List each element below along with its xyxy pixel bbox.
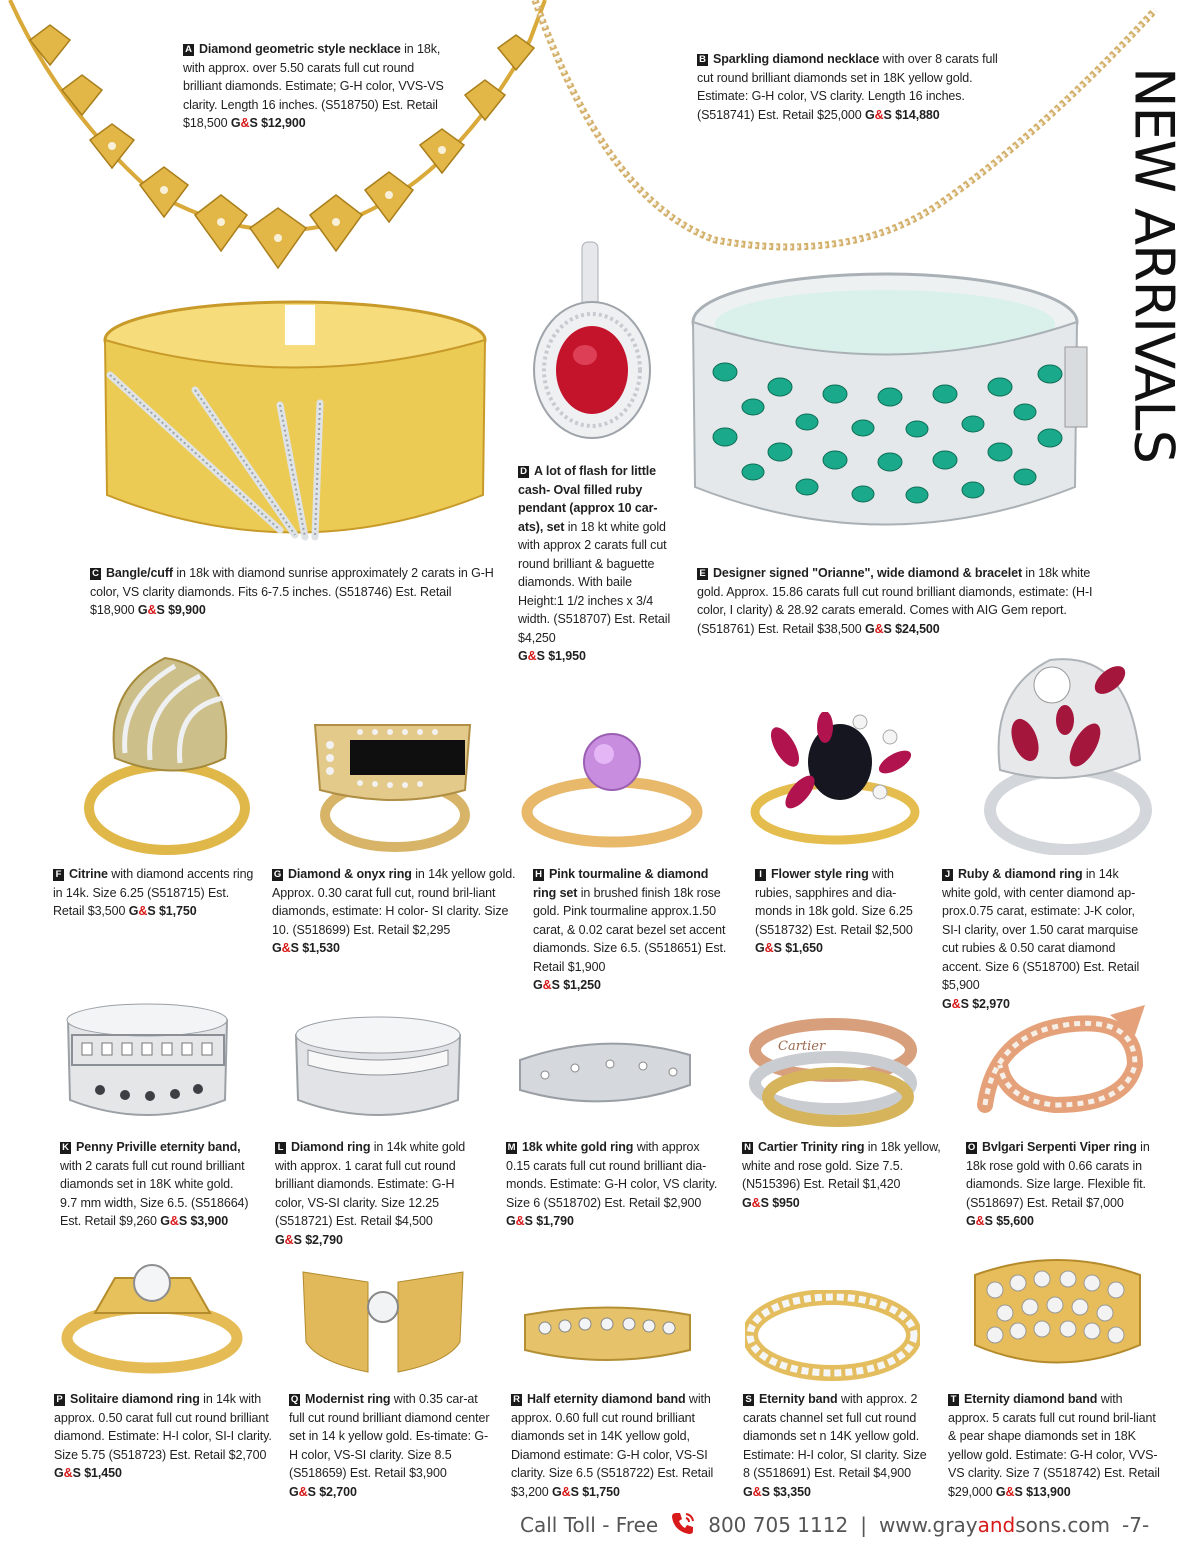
gs-price-label: G&S <box>755 941 782 955</box>
product-details: in 18k yellow, white and rose gold. Size 7.5. (N515396) Est. Retail $1,420 <box>742 1140 941 1191</box>
ring-s-image <box>745 1290 920 1385</box>
product-name: Designer signed "Orianne", wide diamond & bracelet <box>713 566 1023 580</box>
product-name: Half eternity diamond band <box>527 1392 686 1406</box>
pendant-d-image <box>530 240 660 445</box>
item-letter-badge: J <box>942 869 953 881</box>
product-price: $1,250 <box>563 978 601 992</box>
item-letter-badge: T <box>948 1394 959 1406</box>
ring-t-image <box>970 1245 1145 1380</box>
product-name: Diamond ring <box>291 1140 371 1154</box>
ring-k-image <box>60 995 235 1130</box>
product-details: with 2 carats full cut round brilliant diamonds set in 18K white gold. 9.7 mm width, Size 6.5. (S518664) Est. Retail $9,260 <box>60 1158 249 1228</box>
ring-f-image <box>75 648 260 858</box>
item-letter-badge: H <box>533 869 544 881</box>
product-name: Pink tourmaline & diamond ring set <box>533 867 709 900</box>
product-price: $12,900 <box>261 116 306 130</box>
product-details: with rubies, sapphires and dia-monds in 18k gold. Size 6.25 (S518732) Est. Retail $2,500 <box>755 867 913 937</box>
product-description-e <box>697 564 1097 638</box>
product-details: in 14k with approx. 0.50 carat full cut round brilliant diamond. Estimate: H-I color, SI-I clarity. Size 5.75 (S518723) Est. Retail $2,700 <box>54 1392 272 1462</box>
gs-price-label: G&S <box>160 1214 188 1228</box>
product-name: Flower style ring <box>771 867 869 881</box>
item-letter-badge: R <box>511 1394 522 1406</box>
gs-price-label: G&S <box>518 649 545 663</box>
gs-price-label: G&S <box>864 107 892 122</box>
product-details: with approx. 0.60 full cut round brilliant diamonds set in 14K yellow gold, Diamond estimate: G-H color, VS-SI clarity. Size 6.5 (S518722) Est. Retail $3,200 <box>511 1392 714 1499</box>
ring-p-image <box>60 1258 245 1378</box>
product-details: in 14k white gold, with center diamond ap-prox.0.75 carat, estimate: J-K color, SI-I clarity, over 1.50 carat marquise cut rubies & 0.50 carat diamond accent. Size 6 (S518700) Est. Retail $5,900 <box>942 867 1140 992</box>
product-description-g <box>272 865 522 958</box>
product-description-h <box>533 865 728 995</box>
product-description-n <box>742 1138 942 1212</box>
ring-l-image <box>288 1005 468 1130</box>
product-name: Modernist ring <box>305 1392 391 1406</box>
product-description-m <box>506 1138 726 1231</box>
necklace-b-image <box>525 0 1185 265</box>
website-link[interactable]: www.grayandsons.com <box>878 1513 1111 1537</box>
product-name: Solitaire diamond ring <box>70 1392 200 1406</box>
product-description-i <box>755 865 930 958</box>
gs-price-label: G&S <box>230 116 258 130</box>
product-details: in 18k white gold. Approx. 15.86 carats full cut round brilliant diamonds, estimate: (H-I color, I clarity) & 28.92 carats emerald. Comes with AIG Gem report. (S518761) Est. Retail $38,500 <box>697 566 1093 636</box>
gs-price-label: G&S <box>942 996 969 1011</box>
phone-icon[interactable] <box>670 1510 696 1541</box>
item-letter-badge: D <box>518 466 529 478</box>
product-description-a <box>183 40 453 133</box>
gs-price-label: G&S <box>533 978 560 992</box>
product-name: Bvlgari Serpenti Viper ring <box>982 1140 1137 1154</box>
product-description-o <box>966 1138 1151 1231</box>
product-price: $1,650 <box>785 941 823 955</box>
ring-q-image <box>298 1262 468 1377</box>
product-description-q <box>289 1390 494 1501</box>
product-price: $13,900 <box>1026 1484 1071 1499</box>
product-price: $1,530 <box>302 941 340 955</box>
product-description-f <box>53 865 258 921</box>
cartier-engraving: Cartier <box>778 1039 826 1054</box>
item-letter-badge: K <box>60 1142 71 1154</box>
product-price: $14,880 <box>895 107 940 122</box>
item-letter-badge: Q <box>290 1394 299 1405</box>
gs-price-label: G&S <box>272 941 299 955</box>
item-letter-badge: C <box>90 568 101 580</box>
product-details: in 14k white gold with approx. 1 carat full cut round brilliant diamonds. Estimate: G-H color, VS-SI clarity. Size 12.25 (S518721) Est. Retail $4,500 <box>275 1140 466 1228</box>
item-letter-badge: O <box>967 1142 976 1153</box>
item-letter-badge: I <box>755 869 766 881</box>
product-name: Diamond & onyx ring <box>288 867 412 881</box>
item-letter-badge: E <box>697 568 708 580</box>
gs-price-label: G&S <box>128 904 156 918</box>
product-name: Ruby & diamond ring <box>958 867 1083 881</box>
product-name: Sparkling diamond necklace <box>713 52 880 66</box>
product-description-c <box>90 564 495 620</box>
product-name: Eternity diamond band <box>964 1392 1098 1406</box>
product-details: with over 8 carats full cut round brilliant diamonds set in 18K yellow gold. Estimate: G-H color, VS clarity. Length 16 inches. (S518741) Est. Retail $25,000 <box>697 52 998 122</box>
product-price: $5,600 <box>996 1214 1034 1228</box>
product-price: $9,900 <box>168 603 206 617</box>
ring-i-image <box>745 712 925 847</box>
product-details: with approx 0.15 carats full cut round brilliant dia-monds. Estimate: G-H color, VS clarity. Size 6 (S518702) Est. Retail $2,900 <box>506 1140 718 1210</box>
ring-h-image <box>520 730 705 850</box>
ring-j-image <box>980 650 1155 855</box>
product-description-d <box>518 462 673 666</box>
product-details: with approx. 2 carats channel set full cut round diamonds set n 14K yellow gold. Estimate: H-I color, SI clarity. Size 8 (S518691) Est. Retail $4,900 <box>743 1392 927 1480</box>
ring-o-image <box>975 995 1150 1130</box>
ring-m-image <box>515 1030 695 1125</box>
gs-price-label: G&S <box>742 1195 769 1210</box>
phone-number[interactable]: 800 705 1112 <box>708 1513 849 1537</box>
item-letter-badge: S <box>743 1394 754 1406</box>
product-price: $2,970 <box>972 996 1010 1011</box>
product-price: $1,790 <box>536 1214 574 1228</box>
product-description-t <box>948 1390 1163 1501</box>
item-letter-badge: M <box>507 1142 516 1153</box>
item-letter-badge: N <box>742 1142 753 1154</box>
product-details: in 18k, with approx. over 5.50 carats full cut round brilliant diamonds. Estimate; G-H color, VVS-VS clarity. Length 16 inches. (S518750) Est. Retail $18,500 <box>183 42 444 130</box>
ring-g-image <box>300 710 485 855</box>
gs-price-label: G&S <box>864 621 892 636</box>
product-details: in 14k yellow gold. Approx. 0.30 carat full cut, round bril-liant diamonds, estimate: H color- SI clarity. Size 10. (S518699) Est. Retail $2,295 <box>272 867 516 937</box>
product-name: Bangle/cuff <box>106 566 173 580</box>
product-description-r <box>511 1390 733 1501</box>
product-price: $24,500 <box>895 621 940 636</box>
product-details: in 18 kt white gold with approx 2 carats full cut round brilliant & baguette diamonds. With baile Height:1 1/2 inches x 3/4 width. (S518707) Est. Retail $4,250 <box>518 519 671 645</box>
page-title-text: NEW ARRIVALS <box>1122 67 1186 463</box>
item-letter-badge: F <box>53 869 64 881</box>
gs-price-label: G&S <box>552 1484 579 1499</box>
product-details: with 0.35 car-at full cut round brilliant diamond center set in 14 k yellow gold. Es-timate: G-H color, VS-SI clarity. Size 8.5 (S518659) Est. Retail $3,900 <box>289 1392 490 1480</box>
gs-price-label: G&S <box>966 1214 993 1228</box>
gs-price-label: G&S <box>995 1484 1023 1499</box>
gs-price-label: G&S <box>743 1484 770 1499</box>
product-details: with diamond accents ring in 14k. Size 6.25 (S518715) Est. Retail $3,500 <box>53 867 254 918</box>
product-name: Cartier Trinity ring <box>758 1140 865 1154</box>
product-name: Penny Priville eternity band, <box>76 1140 241 1154</box>
product-price: $2,700 <box>319 1484 357 1499</box>
item-letter-badge: G <box>273 869 282 880</box>
product-details: with approx. 5 carats full cut round bril-liant & pear shape diamonds set in 18K yellow gold. Estimate: G-H color, VVS-VS clarity. Size 7 (S518742) Est. Retail $29,000 <box>948 1392 1160 1499</box>
product-name: Diamond geometric style necklace <box>199 42 401 56</box>
ring-r-image <box>520 1300 695 1380</box>
product-name: Eternity band <box>759 1392 838 1406</box>
product-details: in 18k with diamond sunrise approximately 2 carats in G-H color, VS clarity diamonds. Fits 6-7.5 inches. (S518746) Est. Retail $18,900 <box>90 566 494 617</box>
product-price: $2,790 <box>305 1232 343 1247</box>
call-toll-free-label: Call Toll - Free <box>520 1513 659 1537</box>
product-description-b <box>697 50 1012 124</box>
gs-price-label: G&S <box>137 603 165 617</box>
gs-price-label: G&S <box>54 1466 81 1480</box>
product-price: $1,750 <box>582 1484 620 1499</box>
product-description-k <box>60 1138 250 1231</box>
product-price: $1,950 <box>548 649 586 663</box>
product-price: $3,350 <box>773 1484 811 1499</box>
product-details: in 18k rose gold with 0.66 carats in diamonds. Size large. Flexible fit. (S518697) Est. Retail $7,000 <box>966 1140 1150 1210</box>
product-price: $3,900 <box>190 1214 229 1228</box>
gs-price-label: G&S <box>289 1484 316 1499</box>
item-letter-badge: B <box>697 54 708 66</box>
item-letter-badge: P <box>54 1394 65 1406</box>
gs-price-label: G&S <box>275 1232 302 1247</box>
ring-n-image <box>748 1015 918 1130</box>
item-letter-badge: A <box>183 44 194 56</box>
product-description-l <box>275 1138 480 1249</box>
gs-price-label: G&S <box>506 1214 533 1228</box>
product-name: 18k white gold ring <box>522 1140 634 1154</box>
footer-separator: | <box>860 1513 867 1537</box>
product-price: $1,450 <box>84 1466 122 1480</box>
item-letter-badge: L <box>275 1142 286 1154</box>
page-footer <box>520 1505 1190 1545</box>
product-description-p <box>54 1390 274 1483</box>
page-title <box>1118 50 1190 480</box>
bracelet-e-image <box>685 262 1095 557</box>
page-number: -7- <box>1122 1513 1150 1537</box>
product-details: in brushed finish 18k rose gold. Pink tourmaline approx.1.50 carat, & 0.02 carat bezel set accent diamonds. Size 6.5. (S518651) Est. Retail $1,900 <box>533 885 727 974</box>
product-name: A lot of flash for little cash- Oval filled ruby pendant (approx 10 car-ats), set <box>518 464 658 534</box>
product-price: $950 <box>772 1195 800 1210</box>
product-description-j <box>942 865 1147 1013</box>
product-description-s <box>743 1390 933 1501</box>
product-name: Citrine <box>69 867 108 881</box>
bangle-c-image <box>95 295 495 555</box>
product-price: $1,750 <box>158 904 197 918</box>
